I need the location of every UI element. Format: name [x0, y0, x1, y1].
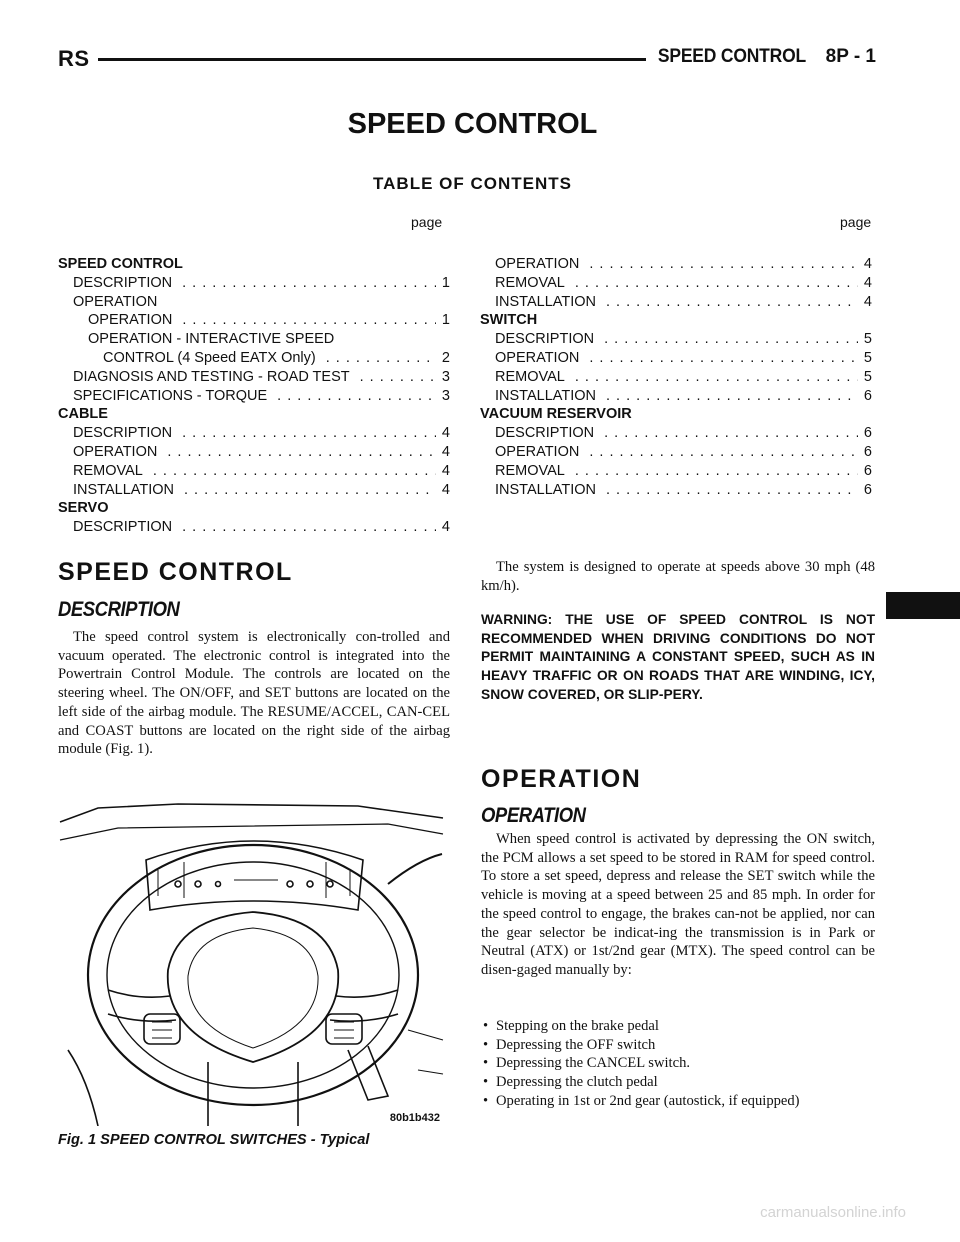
- toc-page-number: 4: [441, 462, 450, 479]
- toc-entry-label: DESCRIPTION: [495, 425, 595, 442]
- toc-leader-dots: [277, 387, 436, 406]
- toc-entry-label: DESCRIPTION: [495, 331, 595, 348]
- toc-entry-label: CABLE: [58, 406, 108, 423]
- toc-page-number: 4: [863, 274, 872, 291]
- toc-entry: [480, 349, 872, 368]
- toc-entry-label: CONTROL (4 Speed EATX Only): [103, 349, 316, 366]
- section-thumb-tab: [886, 592, 960, 619]
- description-paragraph: The speed control system is electronically con-trolled and vacuum operated. The electronic control is integrated into the Powertrain Control Module. The controls are located on the steering wheel. The ON/OFF, and SET buttons are located on the left side of the airbag module. The RESUME/ACCEL, CAN-CEL and COAST buttons are located on the right side of the airbag module (Fig. 1).: [58, 629, 450, 758]
- toc-entry: [480, 368, 872, 387]
- subheading-description: DESCRIPTION: [58, 598, 180, 621]
- toc-entry-label: OPERATION: [495, 349, 580, 366]
- toc-entry-label: OPERATION: [73, 293, 158, 310]
- toc-entry: [480, 462, 872, 481]
- list-item: • Operating in 1st or 2nd gear (autostick, if equipped): [481, 1092, 875, 1111]
- toc-page-number: 5: [863, 368, 872, 385]
- toc-page-number: 5: [863, 349, 872, 366]
- toc-leader-dots: [182, 518, 436, 537]
- toc-page-number: 6: [863, 425, 872, 442]
- toc-page-label-left: page: [411, 214, 443, 230]
- toc-entry-label: SWITCH: [480, 312, 538, 329]
- toc-section-heading: [58, 405, 450, 424]
- toc-page-number: 6: [863, 462, 872, 479]
- toc-entry: [58, 311, 450, 330]
- list-item: • Depressing the CANCEL switch.: [481, 1054, 875, 1073]
- toc-page-label-right: page: [840, 214, 872, 230]
- toc-page-number: 4: [441, 425, 450, 442]
- toc-leader-dots: [326, 349, 436, 368]
- toc-entry-label: DIAGNOSIS AND TESTING - ROAD TEST: [73, 368, 350, 385]
- figure-steering-wheel: [58, 800, 448, 1126]
- toc-entry: [480, 443, 872, 462]
- toc-entry: [58, 293, 450, 312]
- list-item: • Stepping on the brake pedal: [481, 1017, 875, 1036]
- toc-leader-dots: [575, 274, 858, 293]
- toc-entry-label: SERVO: [58, 500, 109, 517]
- watermark: carmanualsonline.info: [760, 1204, 906, 1221]
- toc-leader-dots: [575, 462, 858, 481]
- toc-page-number: 4: [441, 443, 450, 460]
- toc-page-number: 4: [441, 519, 450, 536]
- toc-entry-label: VACUUM RESERVOIR: [480, 406, 632, 423]
- toc-entry: [58, 518, 450, 537]
- toc-page-number: 6: [863, 481, 872, 498]
- toc-entry-label: REMOVAL: [495, 462, 565, 479]
- toc-entry: [58, 424, 450, 443]
- toc-entry-label: OPERATION: [495, 443, 580, 460]
- disengage-list: [481, 1017, 875, 1111]
- list-item: • Depressing the clutch pedal: [481, 1073, 875, 1092]
- warning-text: WARNING: THE USE OF SPEED CONTROL IS NOT RECOMMENDED WHEN DRIVING CONDITIONS DO NOT PERMIT MAINTAINING A CONSTANT SPEED, SUCH AS IN HEAVY TRAFFIC OR ON ROADS THAT ARE WINDING, ICY, SNOW COVERED, OR SLIP-PERY.: [481, 612, 875, 702]
- toc-entry-label: INSTALLATION: [73, 481, 174, 498]
- toc-section-heading: [58, 499, 450, 518]
- toc-leader-dots: [360, 368, 436, 387]
- toc-leader-dots: [606, 387, 858, 406]
- toc-entry-label: SPEED CONTROL: [58, 256, 183, 272]
- toc-leader-dots: [589, 443, 858, 462]
- toc-leader-dots: [182, 311, 436, 330]
- toc-leader-dots: [604, 330, 858, 349]
- toc-leader-dots: [184, 481, 436, 500]
- section-heading-operation: OPERATION: [481, 765, 642, 793]
- toc-page-number: 1: [441, 274, 450, 291]
- section-heading-speed-control: SPEED CONTROL: [58, 558, 293, 586]
- header-rule: [98, 58, 646, 61]
- toc-entry-label: DESCRIPTION: [73, 274, 173, 291]
- toc-entry-label: INSTALLATION: [495, 387, 596, 404]
- operation-paragraph: When speed control is activated by depressing the ON switch, the PCM allows a set speed to be stored in RAM for speed control. To store a set speed, depress and release the SET switch while the vehicle is moving at a speed between 25 and 85 mph. In order for the speed control to engage, the brakes can-not be applied, nor can the gear selector be indicat-ing the transmission is in Park or Neutral (ATX) or 1st/2nd gear (MTX). The speed control can be disen-gaged manually by:: [481, 831, 875, 978]
- toc-entry: [480, 293, 872, 312]
- toc-section-heading: [480, 405, 872, 424]
- toc-entry: [480, 481, 872, 500]
- toc-entry-label: INSTALLATION: [495, 293, 596, 310]
- toc-entry: [480, 387, 872, 406]
- toc-page-number: 6: [863, 443, 872, 460]
- toc-entry: [58, 368, 450, 387]
- toc-leader-dots: [589, 255, 858, 274]
- header-section-title: SPEED CONTROL: [657, 46, 806, 67]
- toc-page-number: 1: [441, 312, 450, 329]
- toc-leader-dots: [167, 443, 436, 462]
- header-model-code: RS: [58, 46, 90, 71]
- subheading-operation: OPERATION: [481, 804, 586, 827]
- toc-right-column: [480, 255, 872, 499]
- toc-leader-dots: [606, 293, 858, 312]
- toc-leader-dots: [182, 274, 436, 293]
- header-page-number: 8P - 1: [825, 46, 876, 67]
- toc-entry-label: INSTALLATION: [495, 481, 596, 498]
- toc-left-column: [58, 255, 450, 537]
- toc-leader-dots: [182, 424, 436, 443]
- toc-section-heading: [480, 311, 872, 330]
- toc-entry: [480, 274, 872, 293]
- toc-page-number: 4: [863, 293, 872, 310]
- toc-entry: [58, 443, 450, 462]
- toc-title: TABLE OF CONTENTS: [373, 174, 572, 193]
- toc-page-number: 3: [441, 387, 450, 404]
- toc-entry: [58, 387, 450, 406]
- toc-entry: [58, 274, 450, 293]
- toc-entry: [480, 255, 872, 274]
- toc-entry-label: OPERATION: [88, 312, 173, 329]
- toc-leader-dots: [153, 462, 436, 481]
- speed-range-paragraph: The system is designed to operate at speeds above 30 mph (48 km/h).: [481, 559, 875, 594]
- figure-caption: Fig. 1 SPEED CONTROL SWITCHES - Typical: [58, 1132, 370, 1148]
- toc-entry: [480, 424, 872, 443]
- toc-entry: [58, 462, 450, 481]
- toc-page-number: 3: [441, 368, 450, 385]
- toc-entry-label: REMOVAL: [495, 274, 565, 291]
- toc-page-number: 4: [863, 256, 872, 272]
- toc-entry-label: OPERATION: [495, 256, 580, 272]
- toc-leader-dots: [604, 424, 858, 443]
- toc-entry: [480, 330, 872, 349]
- toc-entry-label: REMOVAL: [495, 368, 565, 385]
- toc-entry: [58, 481, 450, 500]
- toc-section-heading: [58, 255, 450, 274]
- toc-leader-dots: [575, 368, 858, 387]
- toc-page-number: 2: [441, 349, 450, 366]
- toc-leader-dots: [589, 349, 858, 368]
- list-item: • Depressing the OFF switch: [481, 1036, 875, 1055]
- toc-entry: [58, 330, 450, 349]
- toc-entry-label: REMOVAL: [73, 462, 143, 479]
- page-header: [58, 46, 876, 74]
- toc-entry-label: DESCRIPTION: [73, 425, 173, 442]
- toc-entry: [58, 349, 450, 368]
- toc-entry-label: OPERATION: [73, 443, 158, 460]
- figure-code: 80b1b432: [389, 1112, 440, 1124]
- page-title: SPEED CONTROL: [347, 108, 598, 140]
- toc-entry-label: OPERATION - INTERACTIVE SPEED: [88, 331, 335, 348]
- steering-wheel-illustration: [58, 800, 448, 1126]
- toc-page-number: 6: [863, 387, 872, 404]
- toc-page-number: 5: [863, 331, 872, 348]
- toc-entry-label: DESCRIPTION: [73, 519, 173, 536]
- toc-entry-label: SPECIFICATIONS - TORQUE: [73, 387, 268, 404]
- toc-leader-dots: [606, 481, 858, 500]
- toc-page-number: 4: [441, 481, 450, 498]
